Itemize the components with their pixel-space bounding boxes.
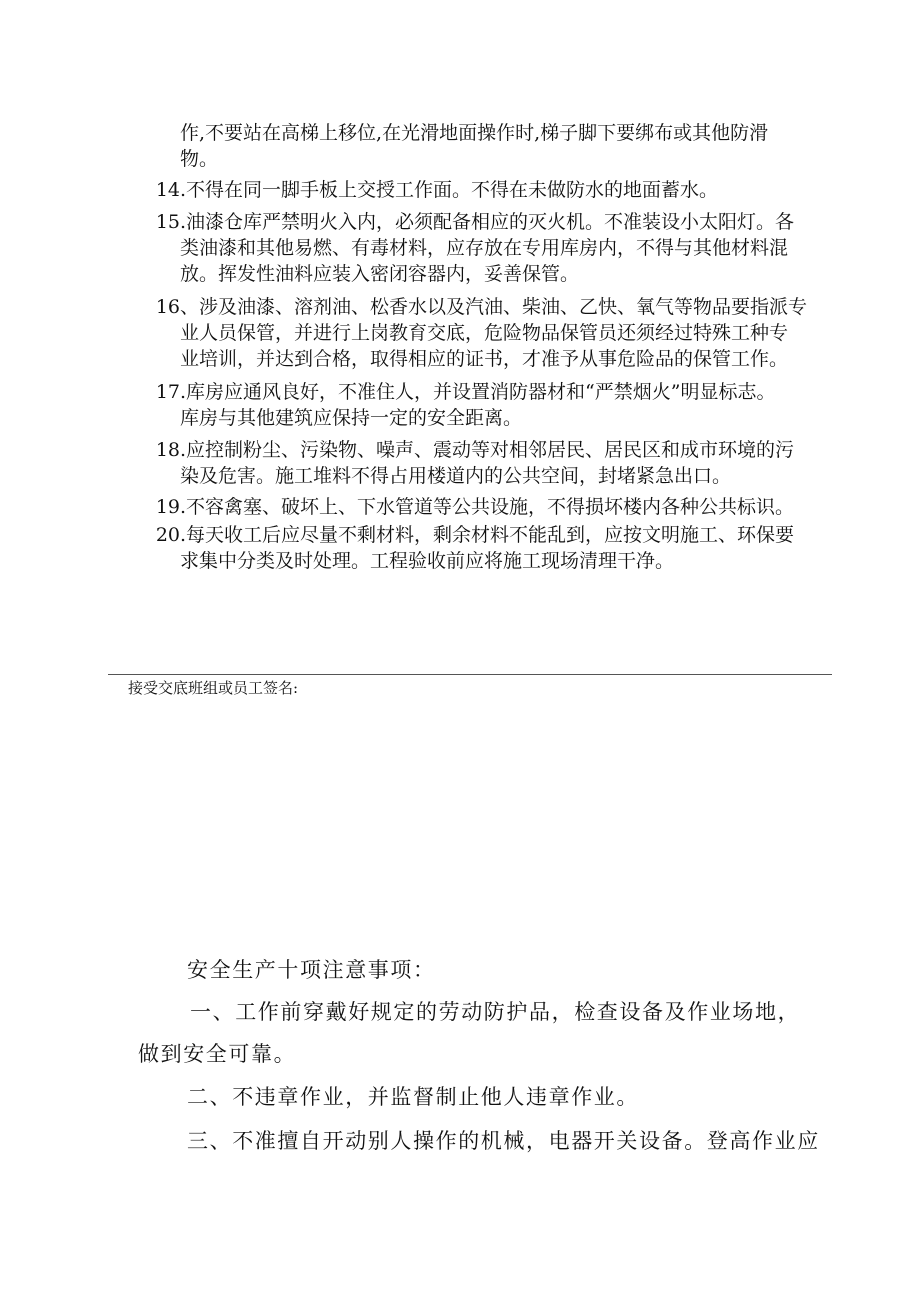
rule-separator: . [180,439,187,461]
rule-separator: . [180,381,187,403]
rule-separator: . [180,496,187,518]
rule-separator: 、 [180,296,200,318]
text-line: 放。挥发性油料应装入密闭容器内，妥善保管。 [180,263,580,285]
text-line: 业人员保管，并进行上岗教育交底，危险物品保管员还须经过特殊工种专 [180,322,789,344]
rule-item-14 [137,177,837,203]
rule-item-19 [137,494,837,520]
rule-number: 15 [155,211,180,233]
text-line: 作,不要站在高梯上移位,在光滑地面操作时,梯子脚下要绑布或其他防滑 [180,122,769,144]
rule-item-18 [137,437,837,489]
rule-item-17 [137,379,837,431]
text-line: 涉及油漆、溶剂油、松香水以及汽油、柴油、乙快、氧气等物品要指派专 [199,296,808,318]
text-line: 库房与其他建筑应保持一定的安全距离。 [180,407,523,429]
text-line: 染及危害。施工堆料不得占用楼道内的公共空间，封堵紧急出口。 [180,465,732,487]
rule-number: 20 [155,524,180,546]
previous-item-continuation [137,120,837,172]
rule-number: 16 [155,296,180,318]
safety-item-1-cont: 做到安全可靠。 [138,1042,297,1066]
safety-item-1: 一、工作前穿戴好规定的劳动防护品，检查设备及作业场地， [190,1000,801,1024]
rule-number: 18 [155,439,180,461]
rule-number: 14 [155,179,180,201]
rule-number: 17 [155,381,180,403]
text-line: 物。 [180,148,219,170]
text-line: 应控制粉尘、污染物、噪声、震动等对相邻居民、居民区和成市环境的污 [186,439,795,461]
text-line: 求集中分类及时处理。工程验收前应将施工现场清理干净。 [180,550,675,572]
text-line: 不容禽塞、破坏上、下水管道等公共设施，不得损坏楼内各种公共标识。 [186,496,795,518]
text-line: 业培训，并达到合格，取得相应的证书，才准予从事危险品的保管工作。 [180,348,789,370]
rule-separator: . [180,179,187,201]
text-line: 每天收工后应尽量不剩材料，剩余材料不能乱到，应按文明施工、环保要 [186,524,795,546]
safety-section-title: 安全生产十项注意事项： [187,958,436,982]
text-line: 不得在同一脚手板上交授工作面。不得在未做防水的地面蓄水。 [186,179,719,201]
text-line: 油漆仓库严禁明火入内，必须配备相应的灭火机。不准装设小太阳灯。各 [186,211,795,233]
rule-item-20 [137,522,837,574]
signature-label: 接受交底班组或员工签名: [128,679,299,697]
rule-item-16 [137,294,837,372]
safety-item-3: 三、不准擅自开动别人操作的机械，电器开关设备。登高作业应 [187,1129,820,1153]
rule-number: 19 [155,496,180,518]
rule-separator: . [180,524,187,546]
signature-divider [108,674,832,675]
rule-item-15 [137,209,837,287]
text-line: 类油漆和其他易燃、有毒材料，应存放在专用库房内，不得与其他材料混 [180,237,789,259]
rule-separator: . [180,211,187,233]
text-line: 库房应通风良好，不准住人，并设置消防器材和“严禁烟火”明显标志。 [186,381,776,403]
safety-item-2: 二、不违章作业，并监督制止他人违章作业。 [187,1085,639,1109]
